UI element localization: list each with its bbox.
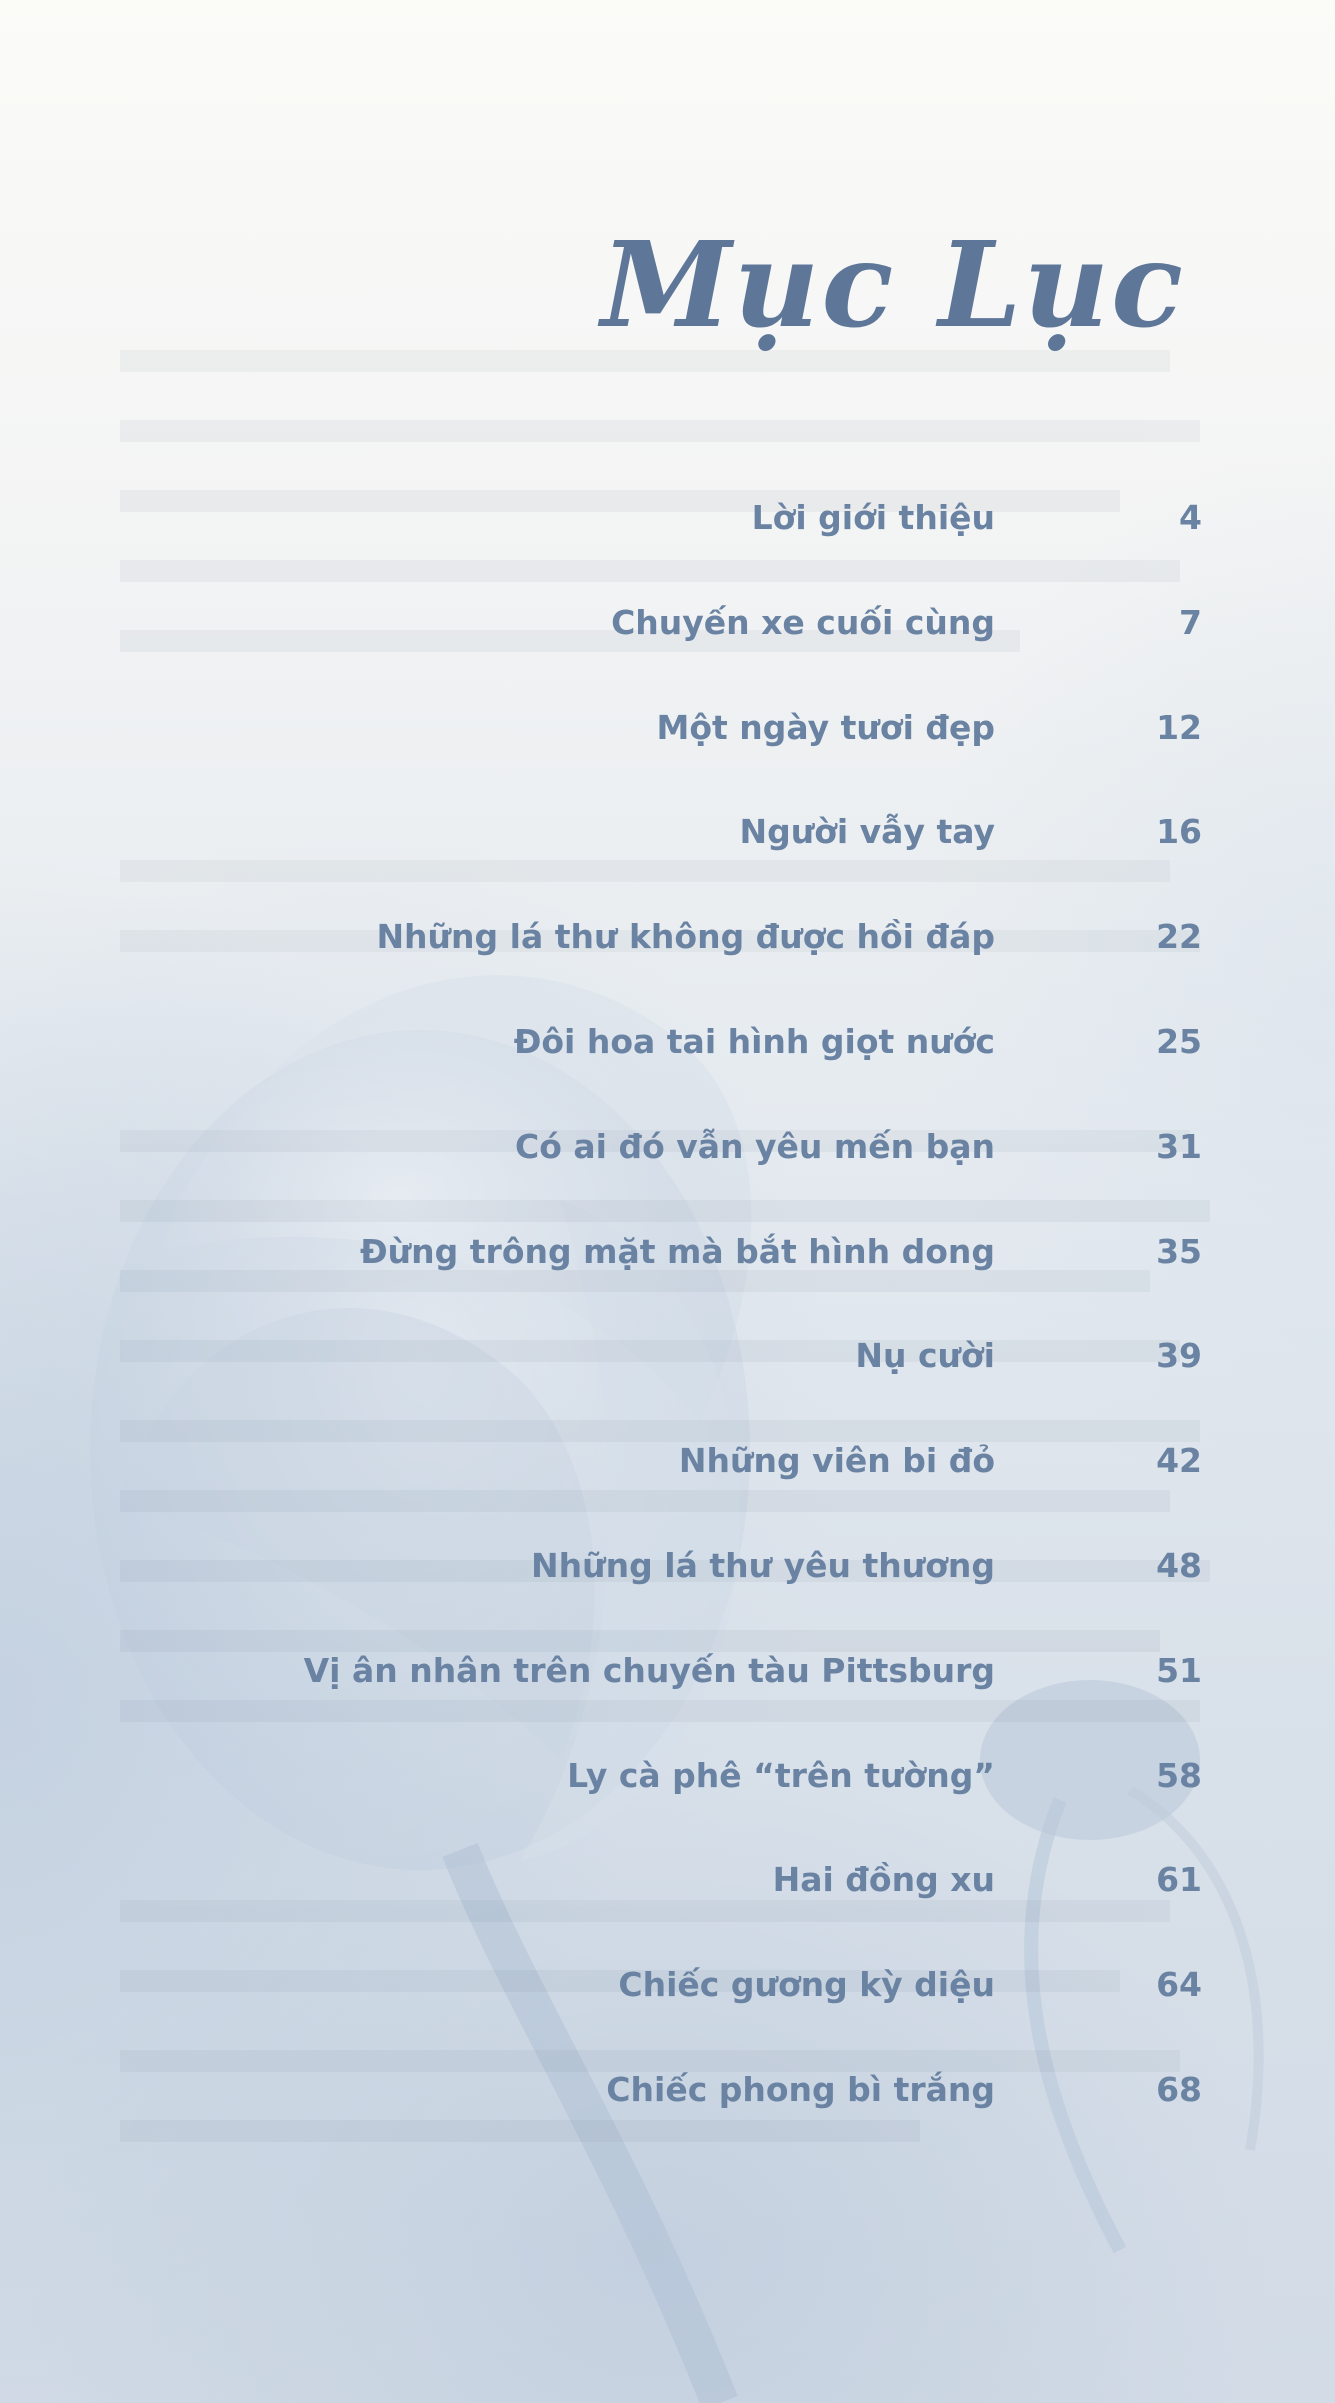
toc-entry bbox=[0, 488, 1335, 548]
toc-entry bbox=[0, 1117, 1335, 1177]
toc-entry-title: Những lá thư không được hồi đáp bbox=[376, 917, 995, 957]
toc-entry-title: Đôi hoa tai hình giọt nước bbox=[513, 1022, 995, 1061]
toc-entry bbox=[0, 1326, 1335, 1386]
toc-entry bbox=[0, 1431, 1335, 1491]
page-title: Mục Lục bbox=[601, 215, 1185, 354]
toc-entry-page-number: 22 bbox=[1156, 917, 1202, 957]
toc-entry-page-number: 64 bbox=[1156, 1965, 1202, 2005]
toc-entry-title: Những lá thư yêu thương bbox=[531, 1546, 995, 1585]
toc-entry-title: Đừng trông mặt mà bắt hình dong bbox=[360, 1231, 995, 1271]
toc-entry bbox=[0, 2060, 1335, 2120]
toc-entry-page-number: 4 bbox=[1179, 498, 1202, 537]
toc-entry bbox=[0, 1012, 1335, 1072]
toc-entry-title: Vị ân nhân trên chuyến tàu Pittsburg bbox=[303, 1650, 995, 1690]
toc-entry-page-number: 39 bbox=[1156, 1336, 1202, 1376]
toc-entry bbox=[0, 1746, 1335, 1806]
toc-entry-title: Một ngày tươi đẹp bbox=[656, 707, 995, 747]
toc-entry bbox=[0, 1536, 1335, 1596]
toc-entry-page-number: 61 bbox=[1156, 1860, 1202, 1900]
toc-entry bbox=[0, 1222, 1335, 1282]
toc-entry-page-number: 16 bbox=[1156, 812, 1202, 852]
toc-entry-page-number: 12 bbox=[1156, 707, 1202, 747]
toc-entry-title: Người vẫy tay bbox=[739, 812, 995, 852]
toc-entry bbox=[0, 698, 1335, 758]
toc-entry bbox=[0, 1850, 1335, 1910]
toc-entry-page-number: 58 bbox=[1156, 1755, 1202, 1795]
toc-entry-page-number: 48 bbox=[1156, 1546, 1202, 1585]
toc-entry-title: Nụ cười bbox=[855, 1336, 995, 1376]
toc-entry-page-number: 35 bbox=[1156, 1231, 1202, 1271]
toc-entry-page-number: 25 bbox=[1156, 1022, 1202, 1061]
toc-entry bbox=[0, 802, 1335, 862]
toc-entry-title: Chiếc phong bì trắng bbox=[606, 2070, 995, 2109]
toc-entry bbox=[0, 593, 1335, 653]
toc-entry-title: Những viên bi đỏ bbox=[678, 1441, 995, 1481]
toc-entry-title: Chuyến xe cuối cùng bbox=[611, 602, 995, 642]
toc-entry-title: Ly cà phê “trên tường” bbox=[567, 1755, 995, 1795]
toc-entry-title: Chiếc gương kỳ diệu bbox=[618, 1965, 995, 2005]
toc-entry bbox=[0, 1955, 1335, 2015]
toc-entry-title: Hai đồng xu bbox=[772, 1860, 995, 1900]
toc-entry-page-number: 31 bbox=[1156, 1126, 1202, 1166]
toc-entry-page-number: 7 bbox=[1179, 602, 1202, 642]
toc-entry-page-number: 68 bbox=[1156, 2070, 1202, 2109]
toc-entry-page-number: 51 bbox=[1156, 1650, 1202, 1690]
toc-entry-title: Có ai đó vẫn yêu mến bạn bbox=[515, 1126, 995, 1166]
toc-entry bbox=[0, 907, 1335, 967]
toc-entry bbox=[0, 1641, 1335, 1701]
toc-entry-title: Lời giới thiệu bbox=[751, 498, 995, 537]
toc-entry-page-number: 42 bbox=[1156, 1441, 1202, 1481]
